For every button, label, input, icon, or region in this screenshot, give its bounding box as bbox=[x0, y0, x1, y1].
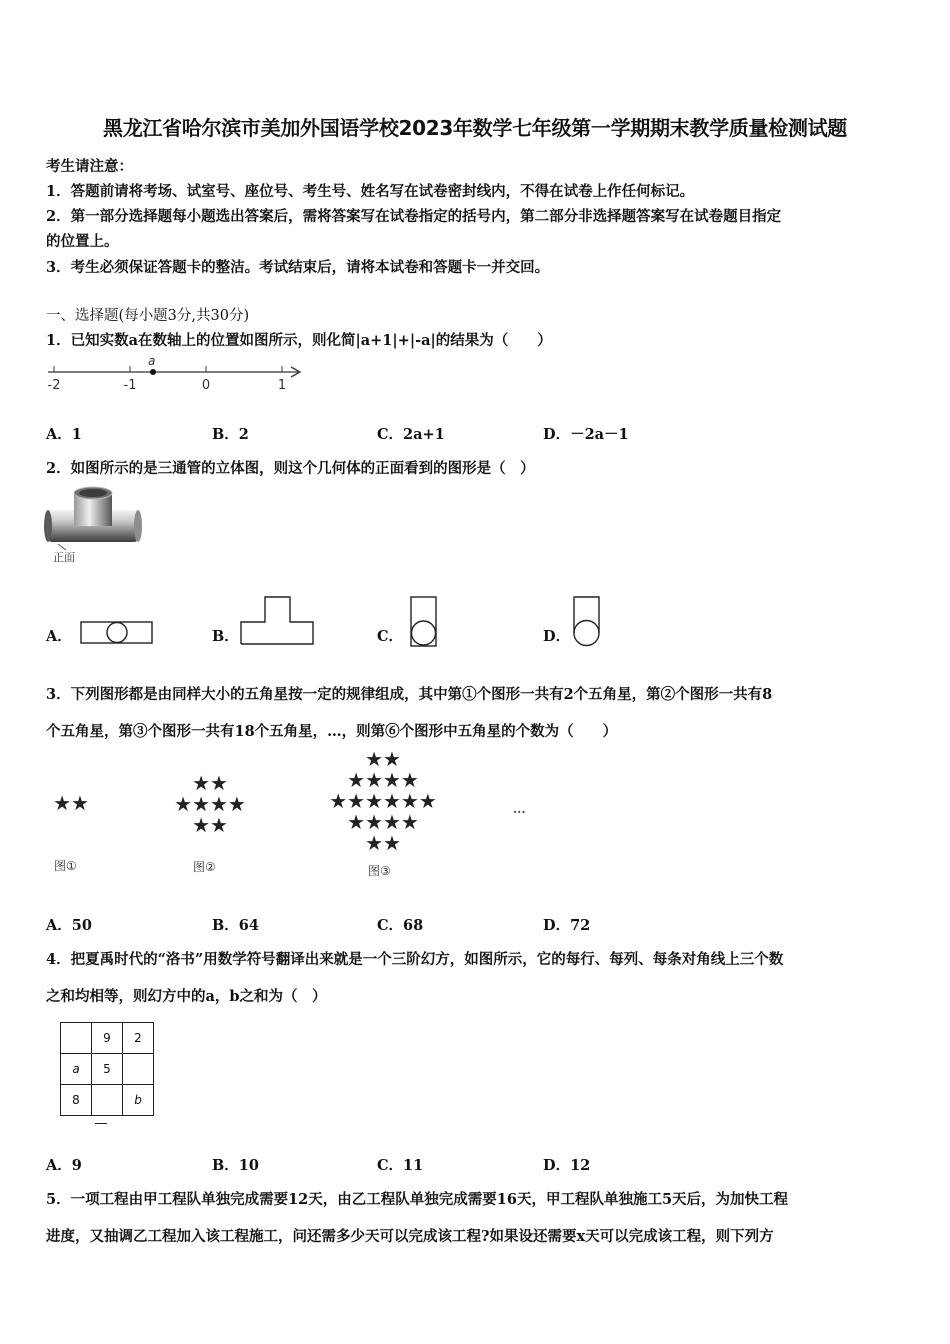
figure-3-label: 图③ bbox=[368, 864, 391, 878]
option-b: B． bbox=[212, 628, 239, 645]
star-row: ★★★★ bbox=[347, 768, 419, 792]
question-2-text: 2．如图所示的是三通管的立体图，则这个几何体的正面看到的图形是（ ） bbox=[46, 460, 535, 477]
notice-item: 1．答题前请将考场、试室号、座位号、考生号、姓名写在试卷密封线内，不得在试卷上作任何标记。 bbox=[46, 183, 695, 200]
grid-cell bbox=[122, 1053, 154, 1085]
question-5-text: 进度，又抽调乙工程加入该工程施工，问还需多少天可以完成该工程?如果设还需要x天可以完成该工程，则下列方 bbox=[46, 1228, 774, 1245]
magic-square bbox=[60, 1022, 157, 1119]
grid-cell bbox=[91, 1084, 123, 1116]
question-5-text: 5．一项工程由甲工程队单独完成需要12天，由乙工程队单独完成需要16天，甲工程队单独施工5天后，为加快工程 bbox=[46, 1191, 789, 1208]
notice-item: 2．第一部分选择题每小题选出答案后，需将答案写在试卷指定的括号内，第二部分非选择题答案写在试卷题目指定 bbox=[46, 208, 782, 225]
figure-1-label: 图① bbox=[54, 859, 77, 873]
star-row: ★★ bbox=[53, 791, 89, 815]
option-d: D．－2a－1 bbox=[543, 426, 629, 443]
option-b: B．64 bbox=[212, 917, 259, 934]
question-4-text: 之和均相等，则幻方中的a，b之和为（ ） bbox=[46, 988, 327, 1005]
option-c: C．2a+1 bbox=[377, 426, 445, 443]
star-row: ★★★★ bbox=[347, 810, 419, 834]
star-figure-2 bbox=[170, 773, 250, 836]
option-a: A． bbox=[46, 628, 72, 645]
option-c: C．11 bbox=[377, 1157, 424, 1174]
grid-cell: b bbox=[122, 1084, 154, 1116]
option-d: D． bbox=[543, 628, 571, 645]
star-row: ★★ bbox=[365, 747, 401, 771]
ellipsis: ··· bbox=[513, 805, 526, 819]
option-b: B．10 bbox=[212, 1157, 259, 1174]
question-3-text: 个五角星，第③个图形一共有18个五角星，…，则第⑥个图形中五角星的个数为（ ） bbox=[46, 723, 618, 740]
tick-label: -2 bbox=[47, 378, 61, 393]
number-line-figure bbox=[44, 352, 309, 394]
vertical-pipe-inner bbox=[79, 489, 107, 497]
option-c: C．68 bbox=[377, 917, 424, 934]
point-a-label: a bbox=[148, 354, 156, 368]
option-d: D．72 bbox=[543, 917, 591, 934]
point-a bbox=[150, 369, 156, 375]
front-view-label: 正面 bbox=[53, 551, 75, 564]
grid-cell: 5 bbox=[91, 1053, 123, 1085]
star-figure-3 bbox=[323, 749, 443, 854]
pipe-end-left bbox=[44, 510, 52, 542]
notice-heading: 考生请注意： bbox=[46, 158, 133, 175]
star-row: ★★ bbox=[192, 813, 228, 837]
star-row: ★★★★★★ bbox=[329, 789, 437, 813]
option-c-shape bbox=[410, 596, 438, 648]
pipe-end-right bbox=[134, 510, 142, 542]
option-a: A．1 bbox=[46, 426, 82, 443]
grid-cell bbox=[60, 1022, 92, 1054]
option-d: D．12 bbox=[543, 1157, 591, 1174]
notice-item: 3．考生必须保证答题卡的整洁。考试结束后，请将本试卷和答题卡一并交回。 bbox=[46, 259, 550, 276]
question-4-text: 4．把夏禹时代的“洛书”用数学符号翻译出来就是一个三阶幻方，如图所示，它的每行、每列、每条对角线上三个数 bbox=[46, 951, 784, 968]
option-a: A．9 bbox=[46, 1157, 82, 1174]
tick-label: -1 bbox=[123, 378, 137, 393]
option-c: C． bbox=[377, 628, 404, 645]
grid-cell: 2 bbox=[122, 1022, 154, 1054]
grid-cell: 8 bbox=[60, 1084, 92, 1116]
question-1-text: 1．已知实数a在数轴上的位置如图所示，则化简|a+1|+|-a|的结果为（ ） bbox=[46, 332, 552, 349]
notice-item: 的位置上。 bbox=[46, 233, 119, 250]
star-row: ★★ bbox=[365, 831, 401, 855]
option-b: B．2 bbox=[212, 426, 249, 443]
option-b-shape bbox=[240, 596, 315, 646]
option-d-shape bbox=[572, 596, 602, 648]
grid-cell: a bbox=[60, 1053, 92, 1085]
section-heading: 一、选择题(每小题3分,共30分) bbox=[46, 308, 250, 324]
grid-underline bbox=[95, 1123, 107, 1124]
tick-label: 0 bbox=[201, 378, 211, 393]
option-a-shape bbox=[80, 621, 154, 645]
star-row: ★★ bbox=[192, 771, 228, 795]
page-title: 黑龙江省哈尔滨市美加外国语学校2023年数学七年级第一学期期末教学质量检测试题 bbox=[103, 116, 847, 140]
tick-label: 1 bbox=[277, 378, 287, 393]
star-row: ★★★★ bbox=[174, 792, 246, 816]
figure-2-label: 图② bbox=[193, 860, 216, 874]
question-3-text: 3．下列图形都是由同样大小的五角星按一定的规律组成，其中第①个图形一共有2个五角星，第②个图形一共有8 bbox=[46, 686, 773, 703]
grid-cell: 9 bbox=[91, 1022, 123, 1054]
option-a: A．50 bbox=[46, 917, 92, 934]
star-figure-1 bbox=[51, 793, 91, 814]
